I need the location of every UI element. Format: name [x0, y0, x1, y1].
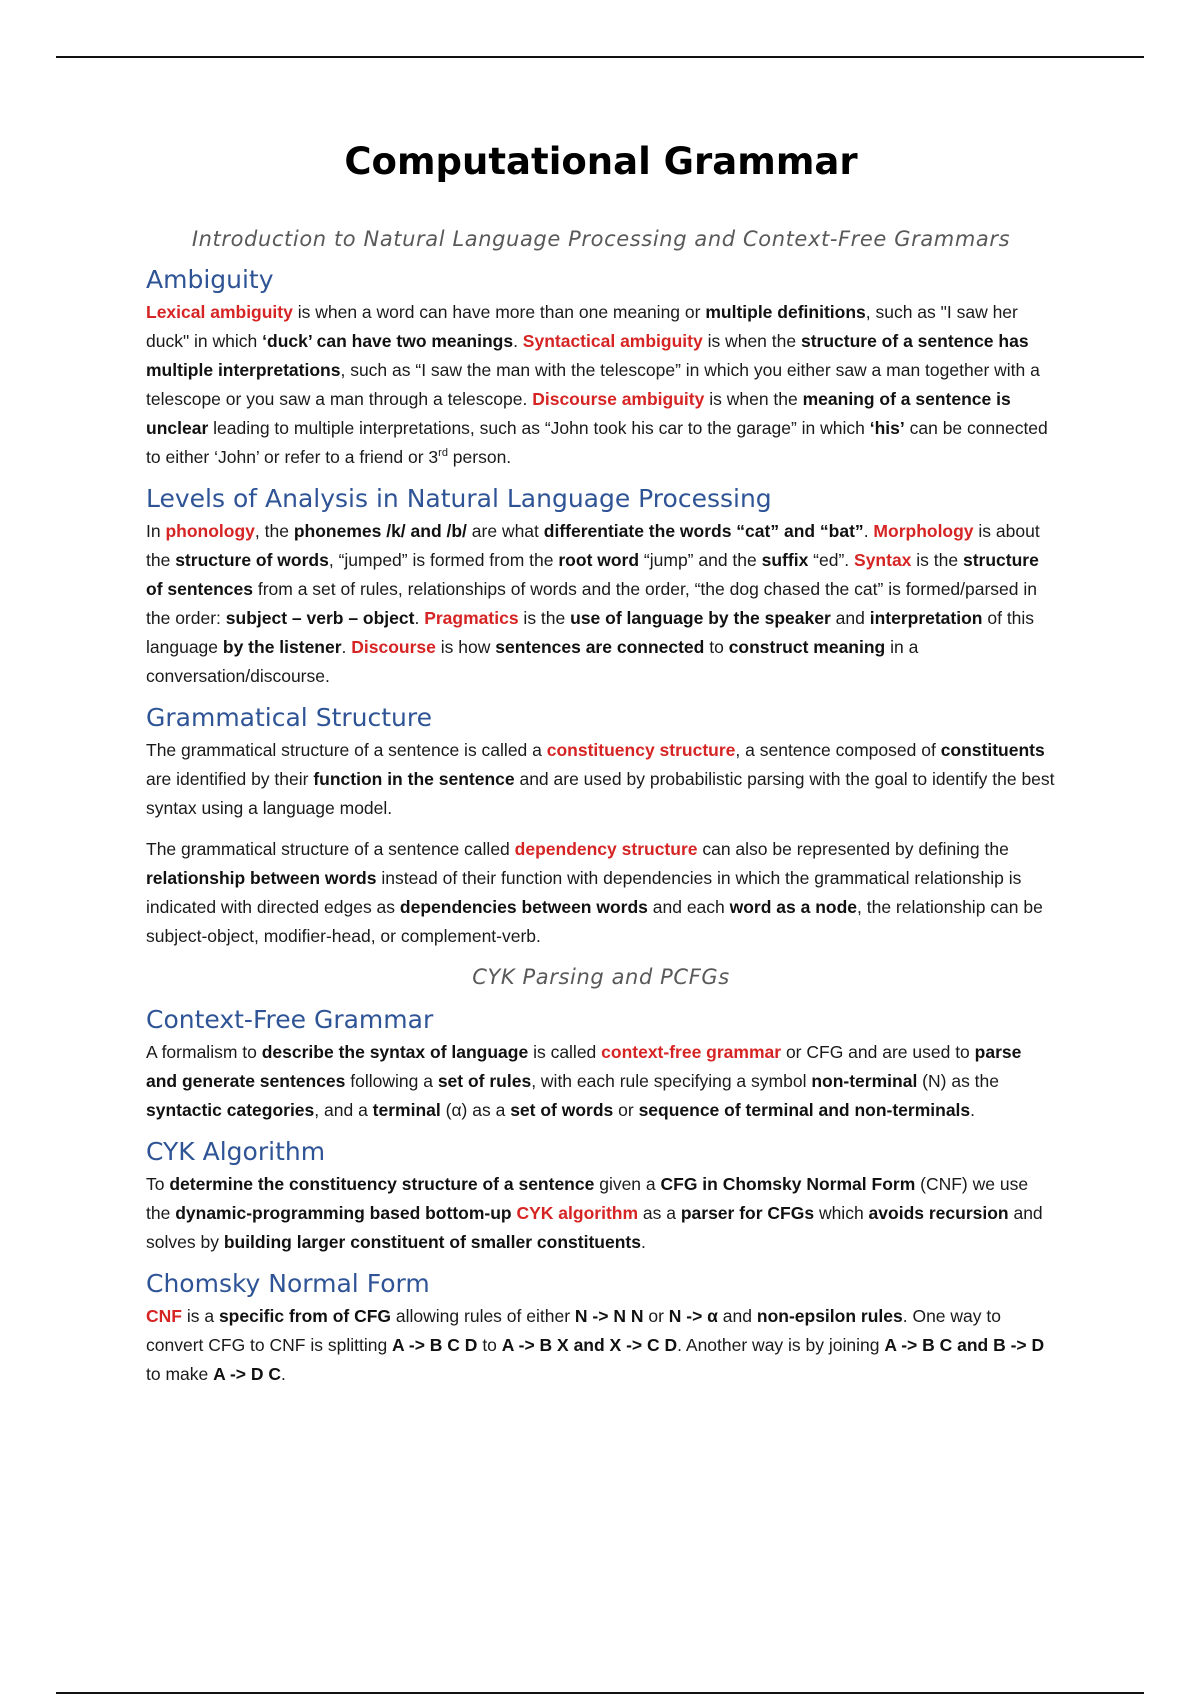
heading-levels-of-analysis: Levels of Analysis in Natural Language Processing [146, 484, 772, 513]
paragraph-cyk-algorithm: To determine the constituency structure of a sentence given a CFG in Chomsky Normal Form (CNF) we use the dynamic-programming based bottom-up CYK algorithm as a parser for CFGs which avoids recursion and solves by building larger constituent of smaller constituents. [146, 1174, 1043, 1252]
document-subtitle: Introduction to Natural Language Processing and Context-Free Grammars [191, 227, 1011, 251]
heading-cyk-algorithm: CYK Algorithm [146, 1137, 326, 1166]
paragraph-levels-of-analysis: In phonology, the phonemes /k/ and /b/ are what differentiate the words “cat” and “bat”. Morphology is about the structure of words, “jumped” is formed from the root word “jump” and the suffix “ed”. Syntax is the structure of sentences from a set of rules, relationships of words and the order, “the dog chased the cat” is formed/parsed in the order: subject – verb – object. Pragmatics is the use of language by the speaker and interpretation of this language by the listener. Discourse is how sentences are connected to construct meaning in a conversation/discourse. [146, 521, 1040, 686]
paragraph-dependency-structure: The grammatical structure of a sentence called dependency structure can also be represented by defining the relationship between words instead of their function with dependencies in which the grammatical relationship is indicated with directed edges as dependencies between words and each word as a node, the relationship can be subject-object, modifier-head, or complement-verb. [146, 839, 1043, 946]
heading-grammatical-structure: Grammatical Structure [146, 703, 432, 732]
heading-context-free-grammar: Context-Free Grammar [146, 1005, 434, 1034]
paragraph-constituency-structure: The grammatical structure of a sentence is called a constituency structure, a sentence composed of constituents are identified by their function in the sentence and are used by probabilistic parsing with the goal to identify the best syntax using a language model. [146, 740, 1055, 818]
document-title: Computational Grammar [344, 140, 858, 183]
top-rule [56, 56, 1144, 58]
document-body [146, 140, 1056, 1401]
heading-ambiguity: Ambiguity [146, 265, 274, 294]
section-subtitle-cyk: CYK Parsing and PCFGs [472, 965, 730, 989]
paragraph-chomsky-normal-form: CNF is a specific from of CFG allowing rules of either N -> N N or N -> α and non-epsilon rules. One way to convert CFG to CNF is splitting A -> B C D to A -> B X and X -> C D. Another way is by joining A -> B C and B -> D to make A -> D C. [146, 1306, 1045, 1384]
heading-chomsky-normal-form: Chomsky Normal Form [146, 1269, 430, 1298]
paragraph-ambiguity: Lexical ambiguity is when a word can have more than one meaning or multiple definitions, such as "I saw her duck" in which ‘duck’ can have two meanings. Syntactical ambiguity is when the structure of a sentence has multiple interpretations, such as “I saw the man with the telescope” in which you either saw a man together with a telescope or you saw a man through a telescope. Discourse ambiguity is when the meaning of a sentence is unclear leading to multiple interpretations, such as “John took his car to the garage” in which ‘his’ can be connected to either ‘John’ or refer to a friend or 3rd person. [146, 302, 1048, 467]
paragraph-context-free-grammar: A formalism to describe the syntax of language is called context-free grammar or CFG and are used to parse and generate sentences following a set of rules, with each rule specifying a symbol non-terminal (N) as the syntactic categories, and a terminal (α) as a set of words or sequence of terminal and non-terminals. [146, 1042, 1022, 1120]
bottom-rule [56, 1692, 1144, 1694]
